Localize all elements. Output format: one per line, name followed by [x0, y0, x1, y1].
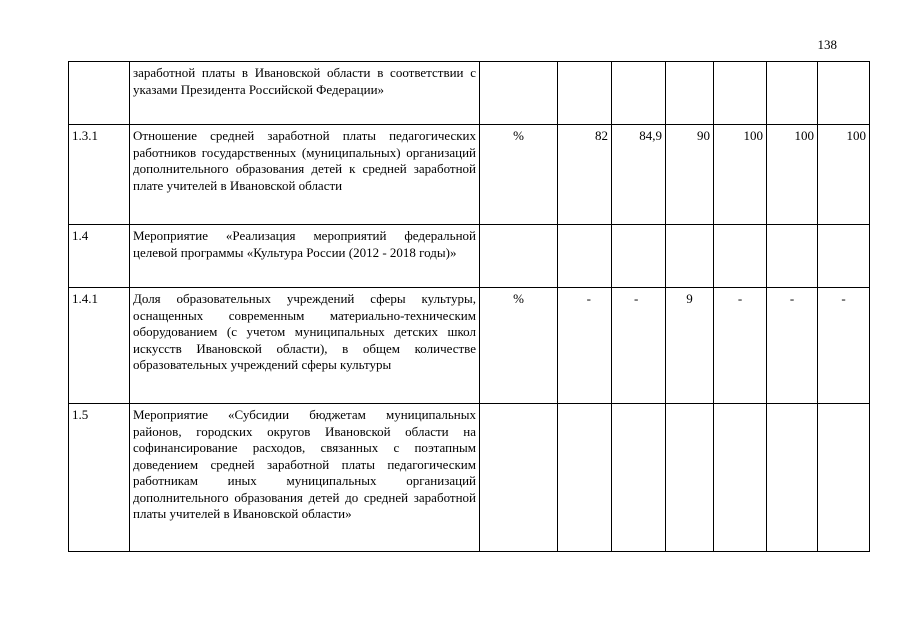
row-value-5	[767, 62, 818, 125]
row-unit: %	[480, 125, 558, 225]
row-value-5	[767, 225, 818, 288]
row-number: 1.4.1	[69, 288, 130, 404]
row-value-4	[714, 404, 767, 552]
row-value-2	[612, 225, 666, 288]
row-value-3	[666, 404, 714, 552]
row-value-2: -	[612, 288, 666, 404]
row-unit: %	[480, 288, 558, 404]
row-value-4	[714, 225, 767, 288]
row-value-4: -	[714, 288, 767, 404]
row-value-3	[666, 225, 714, 288]
row-value-6	[818, 225, 870, 288]
row-description: Мероприятие «Реализация мероприятий федеральной целевой программы «Культура России (2012 - 2018 годы)»	[130, 225, 480, 288]
row-value-1: 82	[558, 125, 612, 225]
row-value-1	[558, 225, 612, 288]
row-value-4: 100	[714, 125, 767, 225]
row-number: 1.4	[69, 225, 130, 288]
row-unit	[480, 62, 558, 125]
row-value-6: -	[818, 288, 870, 404]
row-number: 1.3.1	[69, 125, 130, 225]
row-unit	[480, 225, 558, 288]
table-row	[69, 288, 870, 404]
row-value-5: -	[767, 288, 818, 404]
row-number	[69, 62, 130, 125]
row-value-3: 9	[666, 288, 714, 404]
row-number: 1.5	[69, 404, 130, 552]
row-value-5	[767, 404, 818, 552]
row-description: заработной платы в Ивановской области в соответствии с указами Президента Российской Федерации»	[130, 62, 480, 125]
row-value-3	[666, 62, 714, 125]
table-row	[69, 62, 870, 125]
row-value-6	[818, 404, 870, 552]
page-number: 138	[817, 37, 837, 52]
row-value-1	[558, 62, 612, 125]
row-value-1	[558, 404, 612, 552]
row-description: Мероприятие «Субсидии бюджетам муниципальных районов, городских округов Ивановской области на софинансирование расходов, связанных с поэтапным доведением средней заработной платы педагогическим работникам иных муниципальных организаций дополнительного образования детей до средней заработной платы учителей в Ивановской области»	[130, 404, 480, 552]
row-value-6: 100	[818, 125, 870, 225]
row-description: Доля образовательных учреждений сферы культуры, оснащенных современным материально-техническим оборудованием (с учетом муниципальных детских школ искусств Ивановской области), в общем количестве образовательных учреждений сферы культуры	[130, 288, 480, 404]
indicator-table	[68, 61, 870, 552]
table-row	[69, 404, 870, 552]
row-value-2	[612, 62, 666, 125]
row-value-6	[818, 62, 870, 125]
row-value-4	[714, 62, 767, 125]
row-value-2	[612, 404, 666, 552]
row-value-5: 100	[767, 125, 818, 225]
row-unit	[480, 404, 558, 552]
table-row	[69, 225, 870, 288]
table-row	[69, 125, 870, 225]
row-description: Отношение средней заработной платы педагогических работников государственных (муниципальных) организаций дополнительного образования детей к средней заработной плате учителей в Ивановской области	[130, 125, 480, 225]
row-value-2: 84,9	[612, 125, 666, 225]
row-value-1: -	[558, 288, 612, 404]
row-value-3: 90	[666, 125, 714, 225]
